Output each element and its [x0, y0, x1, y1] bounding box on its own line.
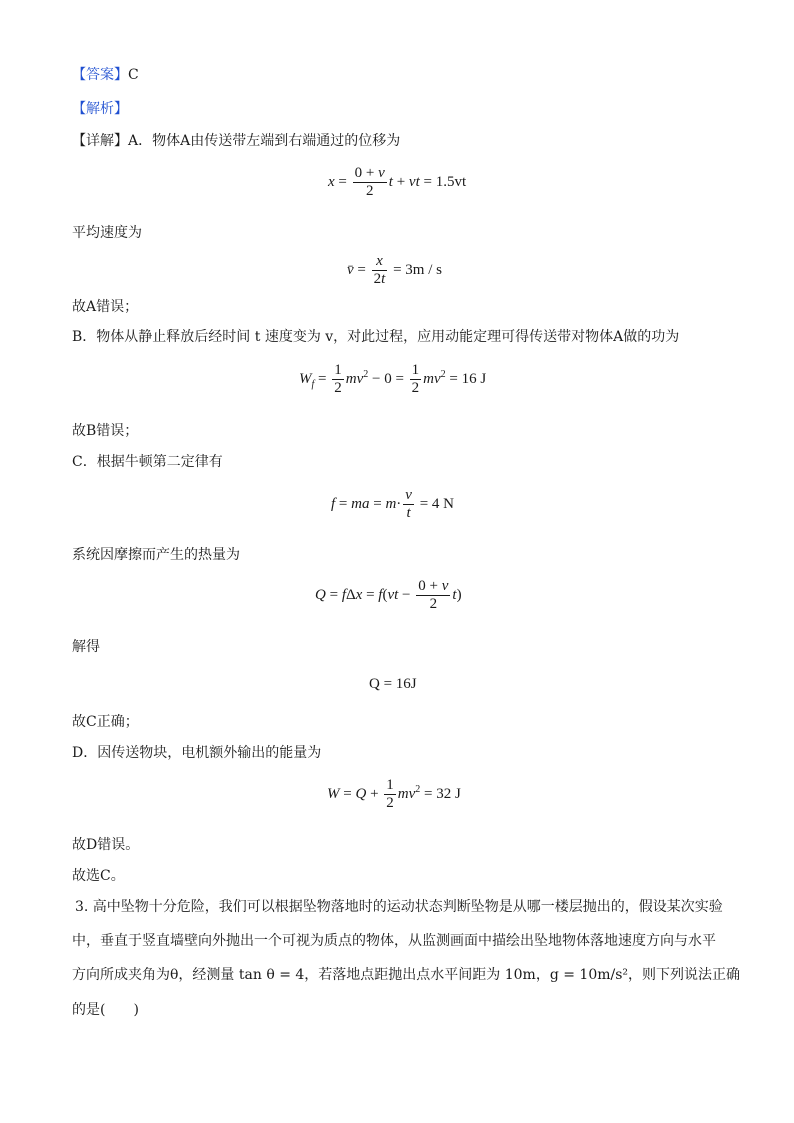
d-wrong-line: 故D错误。: [72, 837, 140, 853]
analysis-line: [72, 102, 128, 116]
detail-line: [72, 134, 400, 148]
eq-energy: W = Q + $\frac{1}{2}$ $mv^2 = 32$ J: [327, 777, 461, 812]
question-3-line-1: 3. 高中坠物十分危险，我们可以根据坠物落地时的运动状态判断坠物是从哪一楼层抛出的，假设某次实验: [75, 899, 723, 915]
eq-avg-speed: v̄ = $\frac{x}{2t}$ = 3m / s: [347, 253, 442, 288]
eq-displacement-result: = 1.5vt: [423, 174, 467, 191]
choose-line: 故选C。: [72, 868, 125, 884]
answer-tag: 【答案】: [72, 67, 128, 83]
d-text-line: D．因传送物块，电机额外输出的能量为: [72, 745, 322, 761]
avg-speed-line: 平均速度为: [72, 225, 142, 241]
eq-newton-result: = 4 N: [419, 496, 455, 513]
eq-displacement: x = $\frac{0 + v}{2}$ t + vt = 1.5vt: [328, 165, 467, 200]
eq-newton: f = ma = m· $\frac{v}{t}$ = 4 N: [331, 487, 455, 522]
b-wrong-line: 故B错误；: [72, 423, 139, 439]
heat-line: 系统因摩擦而产生的热量为: [72, 547, 240, 563]
eq-work-result: = 16 J: [449, 371, 487, 388]
detail-tag: 【详解】: [72, 133, 128, 149]
eq-energy-result: = 32 J: [424, 786, 461, 803]
eq-heat-result: Q = 16J: [369, 676, 417, 692]
b-text-line: B．物体从静止释放后经时间 t 速度变为 v，对此过程，应用动能定理可得传送带对物体A做的功为: [72, 329, 680, 345]
detail-a-text: A．物体A由传送带左端到右端通过的位移为: [128, 133, 401, 149]
question-3-line-4: 的是( ): [72, 1002, 139, 1018]
analysis-tag: 【解析】: [72, 101, 128, 117]
solve-line: 解得: [72, 639, 100, 655]
eq-work: $W_f$ = $\frac{1}{2}$ $mv^2 - 0$ = $\frac{1}{2}$ $mv^2 = 16$ J: [299, 362, 487, 397]
eq-avg-speed-result: = 3m / s: [393, 262, 442, 279]
answer-line: [72, 68, 139, 82]
answer-value: C: [128, 67, 139, 83]
eq-heat: Q = fΔx = f(vt − $\frac{0 + v}{2}$ t): [315, 578, 462, 613]
a-wrong-line: 故A错误；: [72, 299, 139, 315]
question-3-line-3: 方向所成夹角为θ，经测量 tan θ = 4，若落地点距抛出点水平间距为 10m，g = 10m/s²，则下列说法正确: [72, 967, 741, 983]
c-text-line: C．根据牛顿第二定律有: [72, 454, 223, 470]
c-right-line: 故C正确；: [72, 714, 139, 730]
question-3-line-2: 中，垂直于竖直墙壁向外抛出一个可视为质点的物体，从监测画面中描绘出坠地物体落地速度方向与水平: [72, 933, 716, 949]
